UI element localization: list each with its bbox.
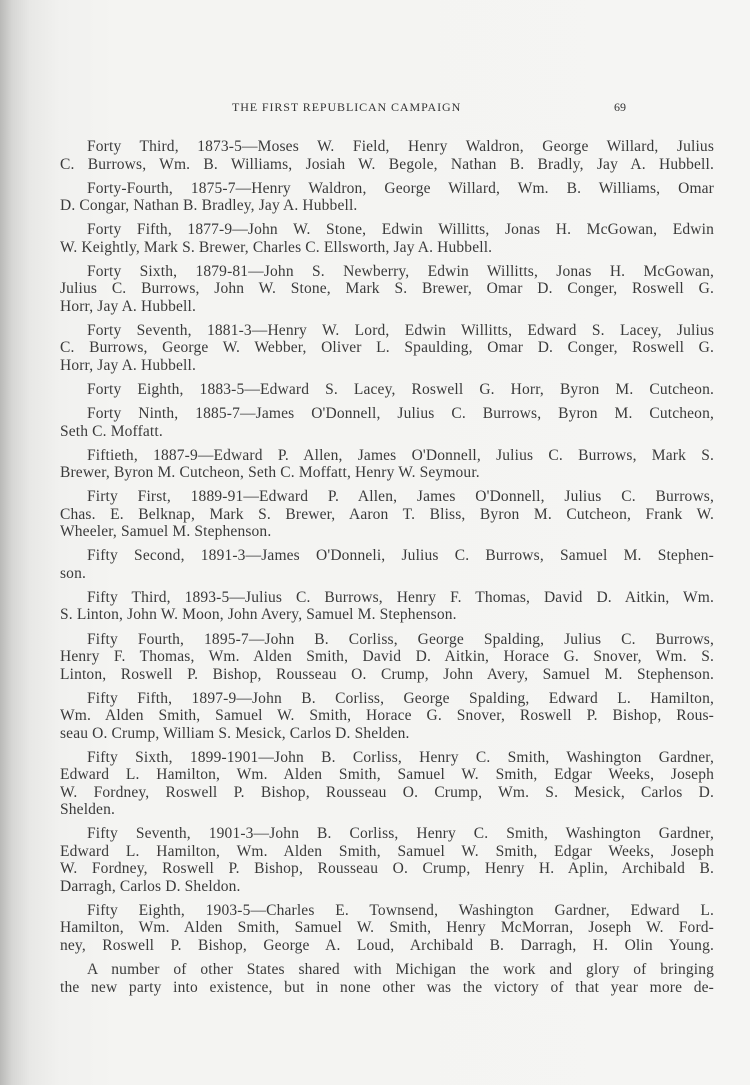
text-line: Horr, Jay A. Hubbell. [60,297,196,315]
congress-paragraph [60,138,714,173]
text-line: seau O. Crump, William S. Mesick, Carlos D. Shelden. [60,724,410,742]
text-line: Seth C. Moffatt. [60,422,163,440]
text-line: Forty Fifth, 1877-9—John W. Stone, Edwin Willitts, Jonas H. McGowan, Edwin [87,221,714,239]
text-line: Firty First, 1889-91—Edward P. Allen, James O'Donnell, Julius C. Burrows, [87,488,714,506]
congress-paragraph [60,902,714,955]
text-line: Fifty Seventh, 1901-3—John B. Corliss, Henry C. Smith, Washington Gardner, [87,825,714,843]
closing-paragraph [60,961,714,996]
congress-paragraph [60,825,714,895]
text-line: C. Burrows, Wm. B. Williams, Josiah W. Begole, Nathan B. Bradly, Jay A. Hubbell. [60,155,714,173]
congress-paragraph [60,589,714,624]
text-line: Forty Ninth, 1885-7—James O'Donnell, Julius C. Burrows, Byron M. Cutcheon, [87,405,714,423]
text-line: W. Fordney, Roswell P. Bishop, Rousseau O. Crump, Henry H. Aplin, Archibald B. [60,860,714,878]
text-line: C. Burrows, George W. Webber, Oliver L. Spaulding, Omar D. Conger, Roswell G. [60,339,714,357]
congress-paragraph [60,263,714,316]
text-line: Hamilton, Wm. Alden Smith, Samuel W. Smith, Henry McMorran, Joseph W. Ford- [60,919,714,937]
congress-paragraph [60,405,714,440]
congress-paragraph [60,322,714,375]
text-line: Edward L. Hamilton, Wm. Alden Smith, Samuel W. Smith, Edgar Weeks, Joseph [60,842,714,860]
congress-paragraph [60,221,714,256]
congress-paragraph [60,631,714,684]
congress-paragraph [60,447,714,482]
text-line: Darragh, Carlos D. Sheldon. [60,877,241,895]
congress-paragraph [60,381,714,399]
text-line: S. Linton, John W. Moon, John Avery, Samuel M. Stephenson. [60,606,457,624]
congress-paragraph [60,180,714,215]
text-line: Forty Sixth, 1879-81—John S. Newberry, Edwin Willitts, Jonas H. McGowan, [87,262,714,280]
text-line: Fifty Fourth, 1895-7—John B. Corliss, George Spalding, Julius C. Burrows, [87,630,714,648]
congress-paragraph [60,488,714,541]
congress-paragraph [60,547,714,582]
text-line: the new party into existence, but in none other was the victory of that year more de- [60,978,714,996]
text-line: ney, Roswell P. Bishop, George A. Loud, Archibald B. Darragh, H. Olin Young. [60,936,714,954]
text-line: Forty Third, 1873-5—Moses W. Field, Henry Waldron, George Willard, Julius [87,138,714,155]
text-line: Forty-Fourth, 1875-7—Henry Waldron, George Willard, Wm. B. Williams, Omar [87,179,714,197]
page-number: 69 [614,100,626,114]
text-line: Linton, Roswell P. Bishop, Rousseau O. Crump, John Avery, Samuel M. Stephenson. [60,665,714,683]
text-line: Fifty Sixth, 1899-1901—John B. Corliss, Henry C. Smith, Washington Gardner, [87,748,714,766]
text-line: W. Fordney, Roswell P. Bishop, Rousseau O. Crump, Wm. S. Mesick, Carlos D. [60,783,714,801]
text-line: son. [60,564,87,582]
running-head-title: THE FIRST REPUBLICAN CAMPAIGN [232,100,462,114]
text-line: Fifty Third, 1893-5—Julius C. Burrows, Henry F. Thomas, David D. Aitkin, Wm. [87,588,714,606]
text-line: Wheeler, Samuel M. Stephenson. [60,523,272,541]
text-line: Fifty Second, 1891-3—James O'Donneli, Julius C. Burrows, Samuel M. Stephen- [87,547,714,565]
page-body-text [60,138,714,1003]
text-line: Horr, Jay A. Hubbell. [60,356,196,374]
text-line: Fifty Eighth, 1903-5—Charles E. Townsend, Washington Gardner, Edward L. [87,901,714,919]
congress-paragraph [60,690,714,743]
text-line: Brewer, Byron M. Cutcheon, Seth C. Moffatt, Henry W. Seymour. [60,464,480,482]
text-line: Henry F. Thomas, Wm. Alden Smith, David D. Aitkin, Horace G. Snover, Wm. S. [60,648,714,666]
text-line: W. Keightly, Mark S. Brewer, Charles C. Ellsworth, Jay A. Hubbell. [60,238,493,256]
text-line: Wm. Alden Smith, Samuel W. Smith, Horace G. Snover, Roswell P. Bishop, Rous- [60,707,714,725]
text-line: Julius C. Burrows, John W. Stone, Mark S. Brewer, Omar D. Conger, Roswell G. [60,280,714,298]
text-line: Fifty Fifth, 1897-9—John B. Corliss, George Spalding, Edward L. Hamilton, [87,689,714,707]
congress-paragraph [60,749,714,819]
text-line: Shelden. [60,801,116,819]
text-line: Forty Seventh, 1881-3—Henry W. Lord, Edwin Willitts, Edward S. Lacey, Julius [87,321,714,339]
text-line: Fiftieth, 1887-9—Edward P. Allen, James O'Donnell, Julius C. Burrows, Mark S. [87,446,714,464]
text-line: D. Congar, Nathan B. Bradley, Jay A. Hubbell. [60,197,358,215]
running-header [60,100,714,116]
text-line: Edward L. Hamilton, Wm. Alden Smith, Samuel W. Smith, Edgar Weeks, Joseph [60,766,714,784]
text-line: Chas. E. Belknap, Mark S. Brewer, Aaron T. Bliss, Byron M. Cutcheon, Frank W. [60,505,714,523]
text-line: A number of other States shared with Michigan the work and glory of bringing [87,961,714,978]
text-line: Forty Eighth, 1883-5—Edward S. Lacey, Roswell G. Horr, Byron M. Cutcheon. [87,380,714,398]
